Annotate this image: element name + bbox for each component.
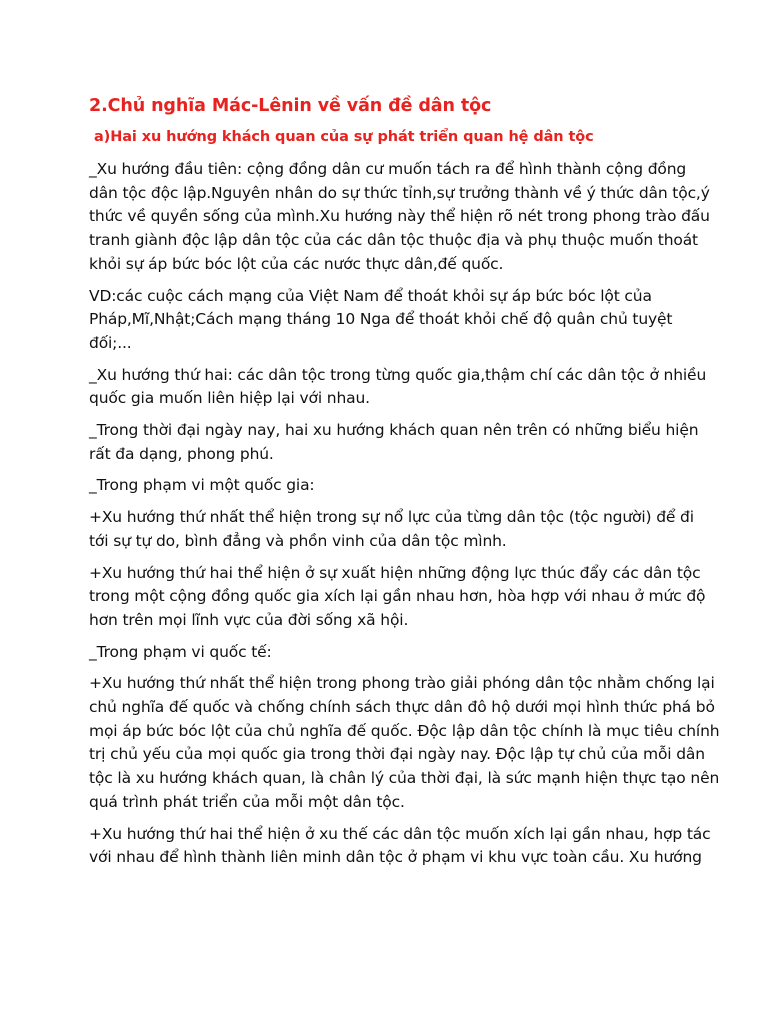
- paragraph-line: _Trong phạm vi quốc tế:: [89, 642, 272, 661]
- paragraph: [89, 823, 711, 870]
- paragraph-line: quốc gia muốn liên hiệp lại với nhau.: [89, 389, 370, 408]
- paragraph: [89, 158, 710, 277]
- paragraph-line: Pháp,Mĩ,Nhật;Cách mạng tháng 10 Nga để thoát khỏi chế độ quân chủ tuyệt: [89, 310, 673, 329]
- paragraph-line: hơn trên mọi lĩnh vực của đời sống xã hội.: [89, 610, 409, 629]
- section-heading: 2.Chủ nghĩa Mác-Lênin về vấn đề dân tộc: [89, 96, 492, 116]
- paragraph-line: thức về quyền sống của mình.Xu hướng này thể hiện rõ nét trong phong trào đấu: [89, 207, 710, 226]
- paragraph-line: +Xu hướng thứ hai thể hiện ở xu thế các dân tộc muốn xích lại gần nhau, hợp tác: [89, 824, 711, 843]
- paragraph: [89, 562, 706, 633]
- paragraph: [89, 641, 689, 665]
- paragraph-line: trong một cộng đồng quốc gia xích lại gần nhau hơn, hòa hợp với nhau ở mức độ: [89, 587, 706, 606]
- paragraph-list: [89, 158, 720, 870]
- paragraph-line: tới sự tự do, bình đẳng và phồn vinh của dân tộc mình.: [89, 531, 507, 550]
- paragraph-line: tranh giành độc lập dân tộc của các dân tộc thuộc địa và phụ thuộc muốn thoát: [89, 231, 698, 250]
- paragraph-line: _Trong phạm vi một quốc gia:: [89, 476, 315, 495]
- paragraph: [89, 419, 699, 466]
- paragraph-line: +Xu hướng thứ nhất thể hiện trong sự nổ lực của từng dân tộc (tộc người) để đi: [89, 508, 694, 527]
- paragraph-line: quá trình phát triển của mỗi một dân tộc.: [89, 792, 405, 811]
- paragraph-line: _Xu hướng đầu tiên: cộng đồng dân cư muốn tách ra để hình thành cộng đồng: [89, 160, 687, 178]
- paragraph-line: _Xu hướng thứ hai: các dân tộc trong từng quốc gia,thậm chí các dân tộc ở nhiều: [89, 365, 707, 384]
- paragraph-line: rất đa dạng, phong phú.: [89, 444, 274, 463]
- paragraph-line: đối;...: [89, 333, 132, 352]
- paragraph: [89, 364, 707, 411]
- paragraph: [89, 285, 689, 356]
- paragraph-line: VD:các cuộc cách mạng của Việt Nam để thoát khỏi sự áp bức bóc lột của: [89, 286, 652, 305]
- paragraph: [89, 672, 720, 814]
- paragraph-line: trị chủ yếu của mọi quốc gia trong thời đại ngày nay. Độc lập tự chủ của mỗi dân: [89, 745, 705, 764]
- document-content: [89, 94, 720, 878]
- subsection-heading: a)Hai xu hướng khách quan của sự phát triển quan hệ dân tộc: [94, 129, 594, 145]
- paragraph-line: +Xu hướng thứ hai thể hiện ở sự xuất hiện những động lực thúc đẩy các dân tộc: [89, 563, 701, 582]
- paragraph-line: chủ nghĩa đế quốc và chống chính sách thực dân đô hộ dưới mọi hình thức phá bỏ: [89, 698, 715, 717]
- paragraph-line: dân tộc độc lập.Nguyên nhân do sự thức tỉnh,sự trưởng thành về ý thức dân tộc,ý: [89, 183, 710, 202]
- paragraph-line: tộc là xu hướng khách quan, là chân lý của thời đại, là sức mạnh hiện thực tạo nên: [89, 769, 720, 788]
- paragraph-line: _Trong thời đại ngày nay, hai xu hướng khách quan nên trên có những biểu hiện: [89, 421, 699, 440]
- paragraph: [89, 506, 694, 553]
- paragraph-line: khỏi sự áp bức bóc lột của các nước thực dân,đế quốc.: [89, 254, 504, 273]
- paragraph: [89, 474, 689, 498]
- paragraph-line: mọi áp bức bóc lột của chủ nghĩa đế quốc. Độc lập dân tộc chính là mục tiêu chính: [89, 721, 720, 740]
- paragraph-line: +Xu hướng thứ nhất thể hiện trong phong trào giải phóng dân tộc nhằm chống lại: [89, 674, 715, 693]
- paragraph-line: với nhau để hình thành liên minh dân tộc ở phạm vi khu vực toàn cầu. Xu hướng: [89, 848, 702, 867]
